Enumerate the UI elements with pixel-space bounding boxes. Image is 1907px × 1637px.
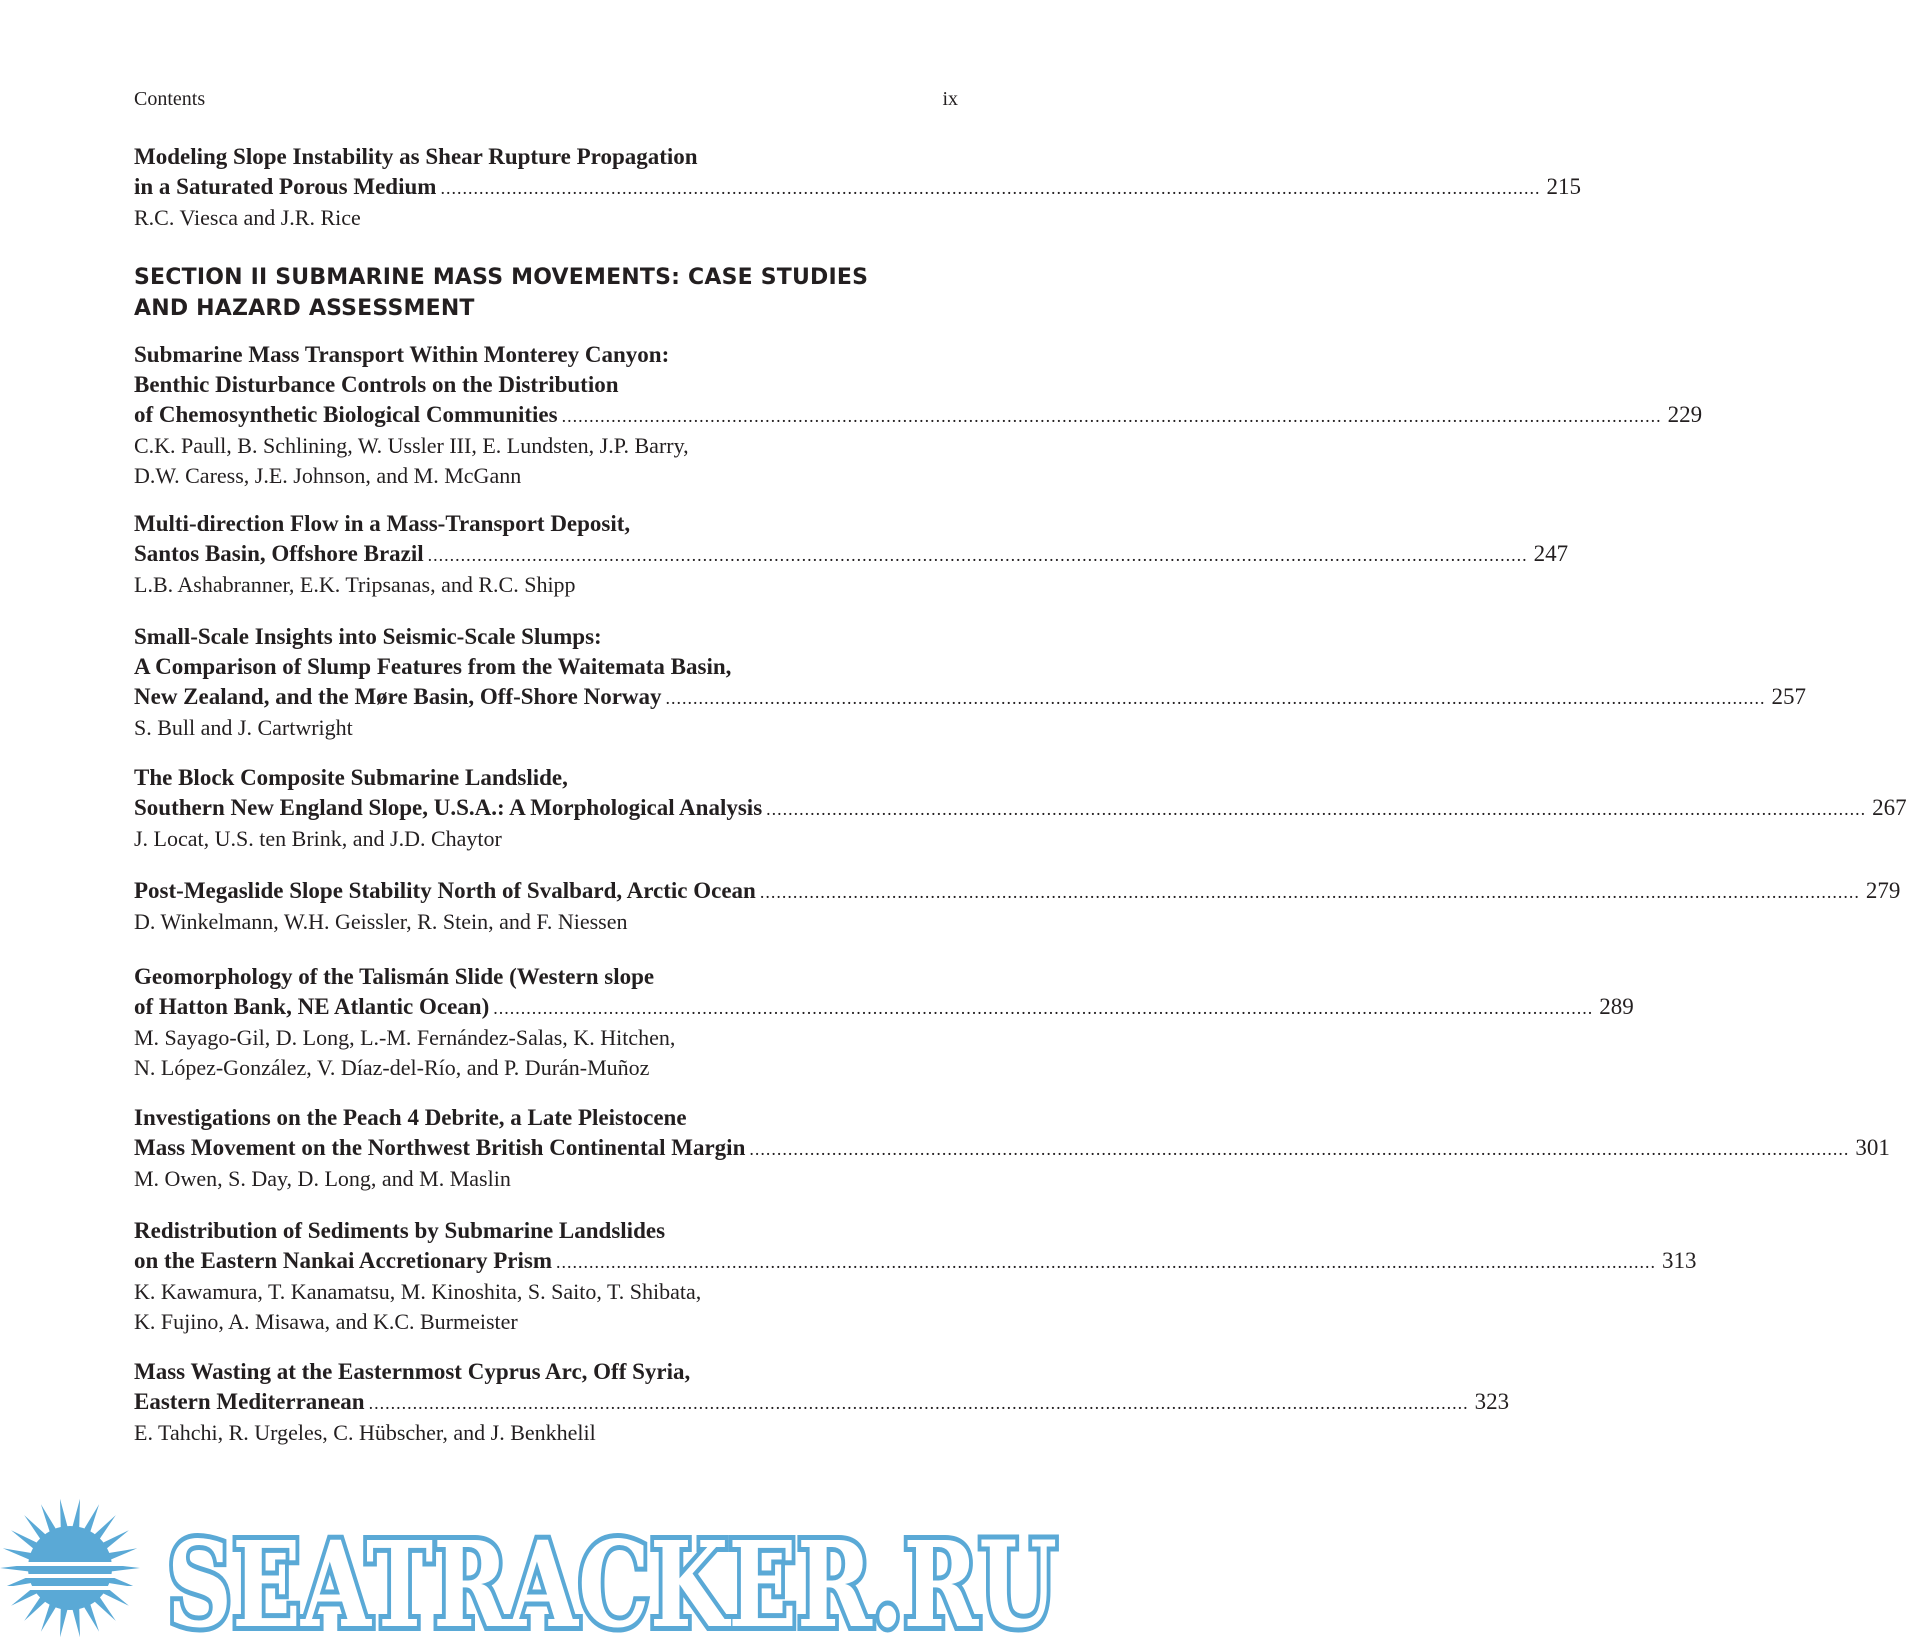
entry-authors: C.K. Paull, B. Schlining, W. Ussler III, E. Lundsten, J.P. Barry, [134,433,689,458]
toc-entry[interactable] [134,622,1807,743]
sunburst-ray [72,1607,80,1637]
entry-title-text: Santos Basin, Offshore Brazil [134,541,424,566]
entry-title-last-line [134,1387,1510,1418]
toc-entry[interactable] [134,340,1703,491]
entry-page-number: 313 [1662,1248,1697,1273]
running-head [134,88,958,111]
entry-page-number: 215 [1546,174,1581,199]
entry-title-last-line [134,400,1703,431]
sunburst-ray [60,1499,68,1529]
entry-authors: D.W. Caress, J.E. Johnson, and M. McGann [134,463,522,488]
entry-page-number: 267 [1872,795,1907,820]
entry-title-line: A Comparison of Slump Features from the Waitemata Basin, [134,654,732,679]
entry-title-line: The Block Composite Submarine Landslide, [134,765,568,790]
entry-title-line: Modeling Slope Instability as Shear Rupture Propagation [134,144,698,169]
sunburst-ray [83,1504,99,1533]
section-heading [134,262,958,324]
watermark [0,1500,1080,1637]
dot-leader: ........................................................................................................................................................................................................ [749,1139,1850,1159]
dot-leader: ........................................................................................................................................................................................................ [665,688,1766,708]
toc-entry[interactable] [134,142,1581,233]
dot-leader: ........................................................................................................................................................................................................ [493,998,1594,1018]
entry-title-line: Geomorphology of the Talismán Slide (Western slope [134,964,655,989]
entry-title-line: Redistribution of Sediments by Submarine Landslides [134,1218,666,1243]
entry-title-last-line [134,682,1807,713]
sunburst-ray [107,1548,137,1560]
entry-title-text: on the Eastern Nankai Accretionary Prism [134,1248,553,1273]
sunburst-ray [72,1499,80,1529]
sunburst-ray [41,1603,57,1632]
entry-title-line: Benthic Disturbance Controls on the Distribution [134,372,619,397]
entry-page-number: 279 [1865,878,1901,903]
sunburst-ray [41,1504,57,1533]
entry-page-number: 229 [1667,402,1703,427]
entry-authors: M. Owen, S. Day, D. Long, and M. Maslin [134,1166,511,1191]
entry-title-last-line [134,172,1581,203]
running-head-title: Contents [134,88,206,110]
entry-authors: R.C. Viesca and J.R. Rice [134,205,361,230]
entry-title-line: Multi-direction Flow in a Mass-Transport Deposit, [134,511,631,536]
entry-authors: M. Sayago-Gil, D. Long, L.-M. Fernández-Salas, K. Hitchen, [134,1025,676,1050]
entry-title-line: Submarine Mass Transport Within Monterey Canyon: [134,342,670,367]
entry-page-number: 323 [1474,1389,1510,1414]
entry-title-line: Investigations on the Peach 4 Debrite, a Late Pleistocene [134,1105,687,1130]
entry-title-text: Eastern Mediterranean [134,1389,365,1414]
entry-page-number: 247 [1533,541,1569,566]
toc-entry[interactable] [134,763,1907,854]
sunburst-ray [60,1607,68,1637]
entry-authors: L.B. Ashabranner, E.K. Tripsanas, and R.C. Shipp [134,572,576,597]
entry-authors: J. Locat, U.S. ten Brink, and J.D. Chaytor [134,826,502,851]
entry-title-text: Post-Megaslide Slope Stability North of Svalbard, Arctic Ocean [134,878,756,903]
entry-page-number: 257 [1771,684,1807,709]
entry-authors: K. Kawamura, T. Kanamatsu, M. Kinoshita, S. Saito, T. Shibata, [134,1279,702,1304]
watermark-text: SEATRACKER.RU [167,1515,1057,1637]
entry-title-last-line [134,1133,1890,1164]
entry-page-number: 301 [1855,1135,1890,1160]
toc-entry[interactable] [134,509,1569,600]
entry-title-text: Southern New England Slope, U.S.A.: A Morphological Analysis [134,795,763,820]
entry-title-text: of Hatton Bank, NE Atlantic Ocean) [134,994,490,1019]
entry-title-text: New Zealand, and the Møre Basin, Off-Shore Norway [134,684,662,709]
entry-authors: K. Fujino, A. Misawa, and K.C. Burmeister [134,1309,518,1334]
dot-leader: ........................................................................................................................................................................................................ [759,882,1860,902]
dot-leader: ........................................................................................................................................................................................................ [440,178,1541,198]
entry-title-last-line [134,793,1907,824]
toc-entry[interactable] [134,962,1634,1083]
entry-authors: E. Tahchi, R. Urgeles, C. Hübscher, and J. Benkhelil [134,1420,596,1445]
entry-authors: D. Winkelmann, W.H. Geissler, R. Stein, and F. Niessen [134,909,628,934]
section-heading-line-2: AND HAZARD ASSESSMENT [134,296,475,321]
toc-entry[interactable] [134,876,1901,937]
dot-leader: ........................................................................................................................................................................................................ [427,545,1528,565]
entry-title-last-line [134,992,1634,1023]
entry-title-line: Small-Scale Insights into Seismic-Scale Slumps: [134,624,602,649]
entry-authors: S. Bull and J. Cartwright [134,715,353,740]
entry-authors: N. López-González, V. Díaz-del-Río, and P. Durán-Muñoz [134,1055,650,1080]
toc-entry[interactable] [134,1216,1697,1337]
section-heading-line-1: SECTION II SUBMARINE MASS MOVEMENTS: CASE STUDIES [134,265,869,290]
sunburst-logo-icon [0,1499,150,1637]
dot-leader: ........................................................................................................................................................................................................ [556,1252,1657,1272]
toc-entry[interactable] [134,1357,1510,1448]
page-number: ix [942,88,958,110]
entry-title-last-line [134,876,1901,907]
dot-leader: ........................................................................................................................................................................................................ [561,406,1662,426]
sunburst-ray [3,1548,33,1560]
entry-title-text: of Chemosynthetic Biological Communities [134,402,558,427]
entry-title-last-line [134,1246,1697,1277]
entry-title-text: Mass Movement on the Northwest British Continental Margin [134,1135,746,1160]
dot-leader: ........................................................................................................................................................................................................ [766,799,1867,819]
entry-title-line: Mass Wasting at the Easternmost Cyprus Arc, Off Syria, [134,1359,691,1384]
entry-page-number: 289 [1599,994,1634,1019]
entry-title-text: in a Saturated Porous Medium [134,174,437,199]
toc-entry[interactable] [134,1103,1890,1194]
sunburst-ray [83,1603,99,1632]
dot-leader: ........................................................................................................................................................................................................ [368,1393,1469,1413]
entry-title-last-line [134,539,1569,570]
